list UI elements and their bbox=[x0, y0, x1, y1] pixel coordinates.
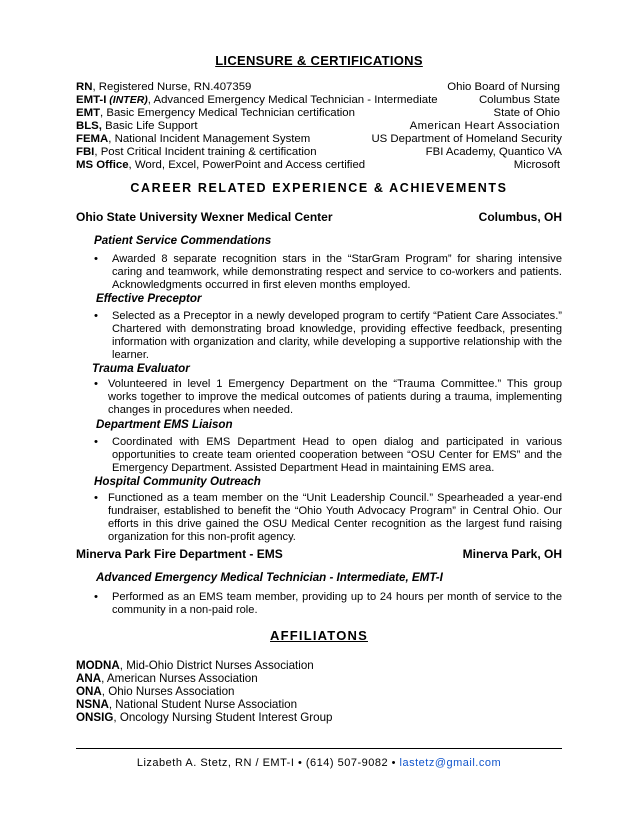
bullet: • bbox=[94, 492, 98, 504]
affiliation-row bbox=[76, 685, 235, 698]
affiliation-row bbox=[76, 672, 258, 685]
cert-abbr: MS Office bbox=[76, 159, 129, 171]
bullet: • bbox=[94, 378, 98, 390]
section-heading: Effective Preceptor bbox=[96, 292, 202, 305]
cert-abbr: EMT-I bbox=[76, 94, 107, 106]
cert-desc: Basic Life Support bbox=[101, 120, 198, 132]
employer-location: Minerva Park, OH bbox=[462, 547, 562, 561]
affiliation-abbr: ONA bbox=[76, 685, 102, 698]
cert-issuer: Ohio Board of Nursing bbox=[447, 81, 560, 93]
affiliation-abbr: NSNA bbox=[76, 698, 109, 711]
cert-row-emt-i bbox=[76, 94, 562, 107]
bullet: • bbox=[94, 436, 98, 448]
section-heading: Hospital Community Outreach bbox=[94, 475, 261, 488]
affiliation-abbr: ANA bbox=[76, 672, 102, 685]
section-heading: Advanced Emergency Medical Technician - Intermediate, EMT-I bbox=[96, 571, 443, 584]
cert-desc: , National Incident Management System bbox=[108, 133, 311, 145]
cert-abbr-note: (INTER) bbox=[106, 94, 148, 106]
cert-issuer: US Department of Homeland Security bbox=[371, 133, 562, 145]
affiliation-row bbox=[76, 711, 333, 724]
cert-issuer: American Heart Association bbox=[409, 120, 560, 132]
footer-contact-text: Lizabeth A. Stetz, RN / EMT-I • (614) 507-9082 • bbox=[136, 757, 400, 769]
cert-row-rn bbox=[76, 81, 562, 94]
employer-name: Minerva Park Fire Department - EMS bbox=[76, 547, 283, 561]
section-text: Functioned as a team member on the “Unit Leadership Council.” Spearheaded a year-end fundraiser, established to benefit the “Ohio Youth Advocacy Program” in Central Ohio. Our efforts in this drive gained the OSU Medical Center recognition as the largest fund raising organization for this non-profit agency. bbox=[108, 492, 562, 543]
bullet: • bbox=[94, 591, 98, 603]
cert-abbr: RN bbox=[76, 81, 93, 93]
cert-desc: , Registered Nurse, RN.407359 bbox=[92, 81, 252, 93]
cert-issuer: Microsoft bbox=[513, 159, 560, 171]
section-text: Coordinated with EMS Department Head to open dialog and participated in various opportunities to create team oriented cooperation between “OSU Center for EMS” and the Emergency Department. Assisted Department Head in maintaining EMS area. bbox=[112, 436, 562, 474]
affiliation-name: , Oncology Nursing Student Interest Group bbox=[113, 711, 333, 724]
footer-divider bbox=[76, 748, 562, 749]
cert-abbr: BLS, bbox=[76, 120, 102, 132]
employer-location: Columbus, OH bbox=[478, 210, 562, 224]
affiliation-row bbox=[76, 659, 314, 672]
affiliation-name: , Ohio Nurses Association bbox=[101, 685, 235, 698]
bullet: • bbox=[94, 310, 98, 322]
career-title: CAREER RELATED EXPERIENCE & ACHIEVEMENTS bbox=[130, 181, 508, 195]
cert-row-emt bbox=[76, 107, 562, 120]
cert-row-fema bbox=[76, 133, 562, 146]
section-text: Volunteered in level 1 Emergency Department on the “Trauma Committee.” This group works together to improve the medical outcomes of patients during a trauma, implementing changes in procedures when needed. bbox=[108, 378, 562, 416]
cert-row-ms-office bbox=[76, 159, 562, 172]
section-text: Selected as a Preceptor in a newly developed program to certify “Patient Care Associates.” Chartered with demonstrating broad knowledge, providing effective feedback, presenting information with organization and clarity, while developing a supportive relationship with the learner. bbox=[112, 310, 562, 361]
affiliation-name: , Mid-Ohio District Nurses Association bbox=[119, 659, 314, 672]
affiliation-abbr: MODNA bbox=[76, 659, 120, 672]
section-heading: Patient Service Commendations bbox=[94, 234, 272, 247]
cert-abbr: FEMA bbox=[76, 133, 109, 145]
bullet: • bbox=[94, 253, 98, 265]
affiliation-abbr: ONSIG bbox=[76, 711, 114, 724]
section-text: Awarded 8 separate recognition stars in the “StarGram Program” for sharing intensive caring and teamwork, while demonstrating respect and service to co-workers and patients. Acknowledgments occurred in first eleven months employed. bbox=[112, 253, 562, 291]
section-heading: Trauma Evaluator bbox=[92, 362, 190, 375]
licensure-title: LICENSURE & CERTIFICATIONS bbox=[215, 53, 423, 68]
employer-name: Ohio State University Wexner Medical Center bbox=[76, 210, 333, 224]
cert-issuer: State of Ohio bbox=[493, 107, 560, 119]
affiliation-name: , American Nurses Association bbox=[101, 672, 258, 685]
cert-issuer: Columbus State bbox=[478, 94, 560, 106]
affiliation-row bbox=[76, 698, 297, 711]
section-heading: Department EMS Liaison bbox=[96, 418, 233, 431]
footer-email-link[interactable]: lastetz@gmail.com bbox=[399, 757, 502, 769]
employer-osu bbox=[76, 210, 562, 225]
cert-abbr: EMT bbox=[76, 107, 101, 119]
footer-contact bbox=[0, 757, 638, 769]
cert-desc: , Advanced Emergency Medical Technician - Intermediate bbox=[147, 94, 438, 106]
cert-desc: , Word, Excel, PowerPoint and Access certified bbox=[128, 159, 366, 171]
cert-issuer: FBI Academy, Quantico VA bbox=[425, 146, 562, 158]
section-text: Performed as an EMS team member, providing up to 24 hours per month of service to the community in a non-paid role. bbox=[112, 591, 562, 616]
employer-minerva bbox=[76, 547, 562, 562]
cert-abbr: FBI bbox=[76, 146, 95, 158]
cert-row-bls bbox=[76, 120, 562, 133]
cert-desc: , Basic Emergency Medical Technician certification bbox=[100, 107, 355, 119]
affiliation-name: , National Student Nurse Association bbox=[108, 698, 298, 711]
cert-row-fbi bbox=[76, 146, 562, 159]
affiliations-title: AFFILIATONS bbox=[270, 628, 368, 643]
cert-desc: , Post Critical Incident training & certification bbox=[94, 146, 317, 158]
